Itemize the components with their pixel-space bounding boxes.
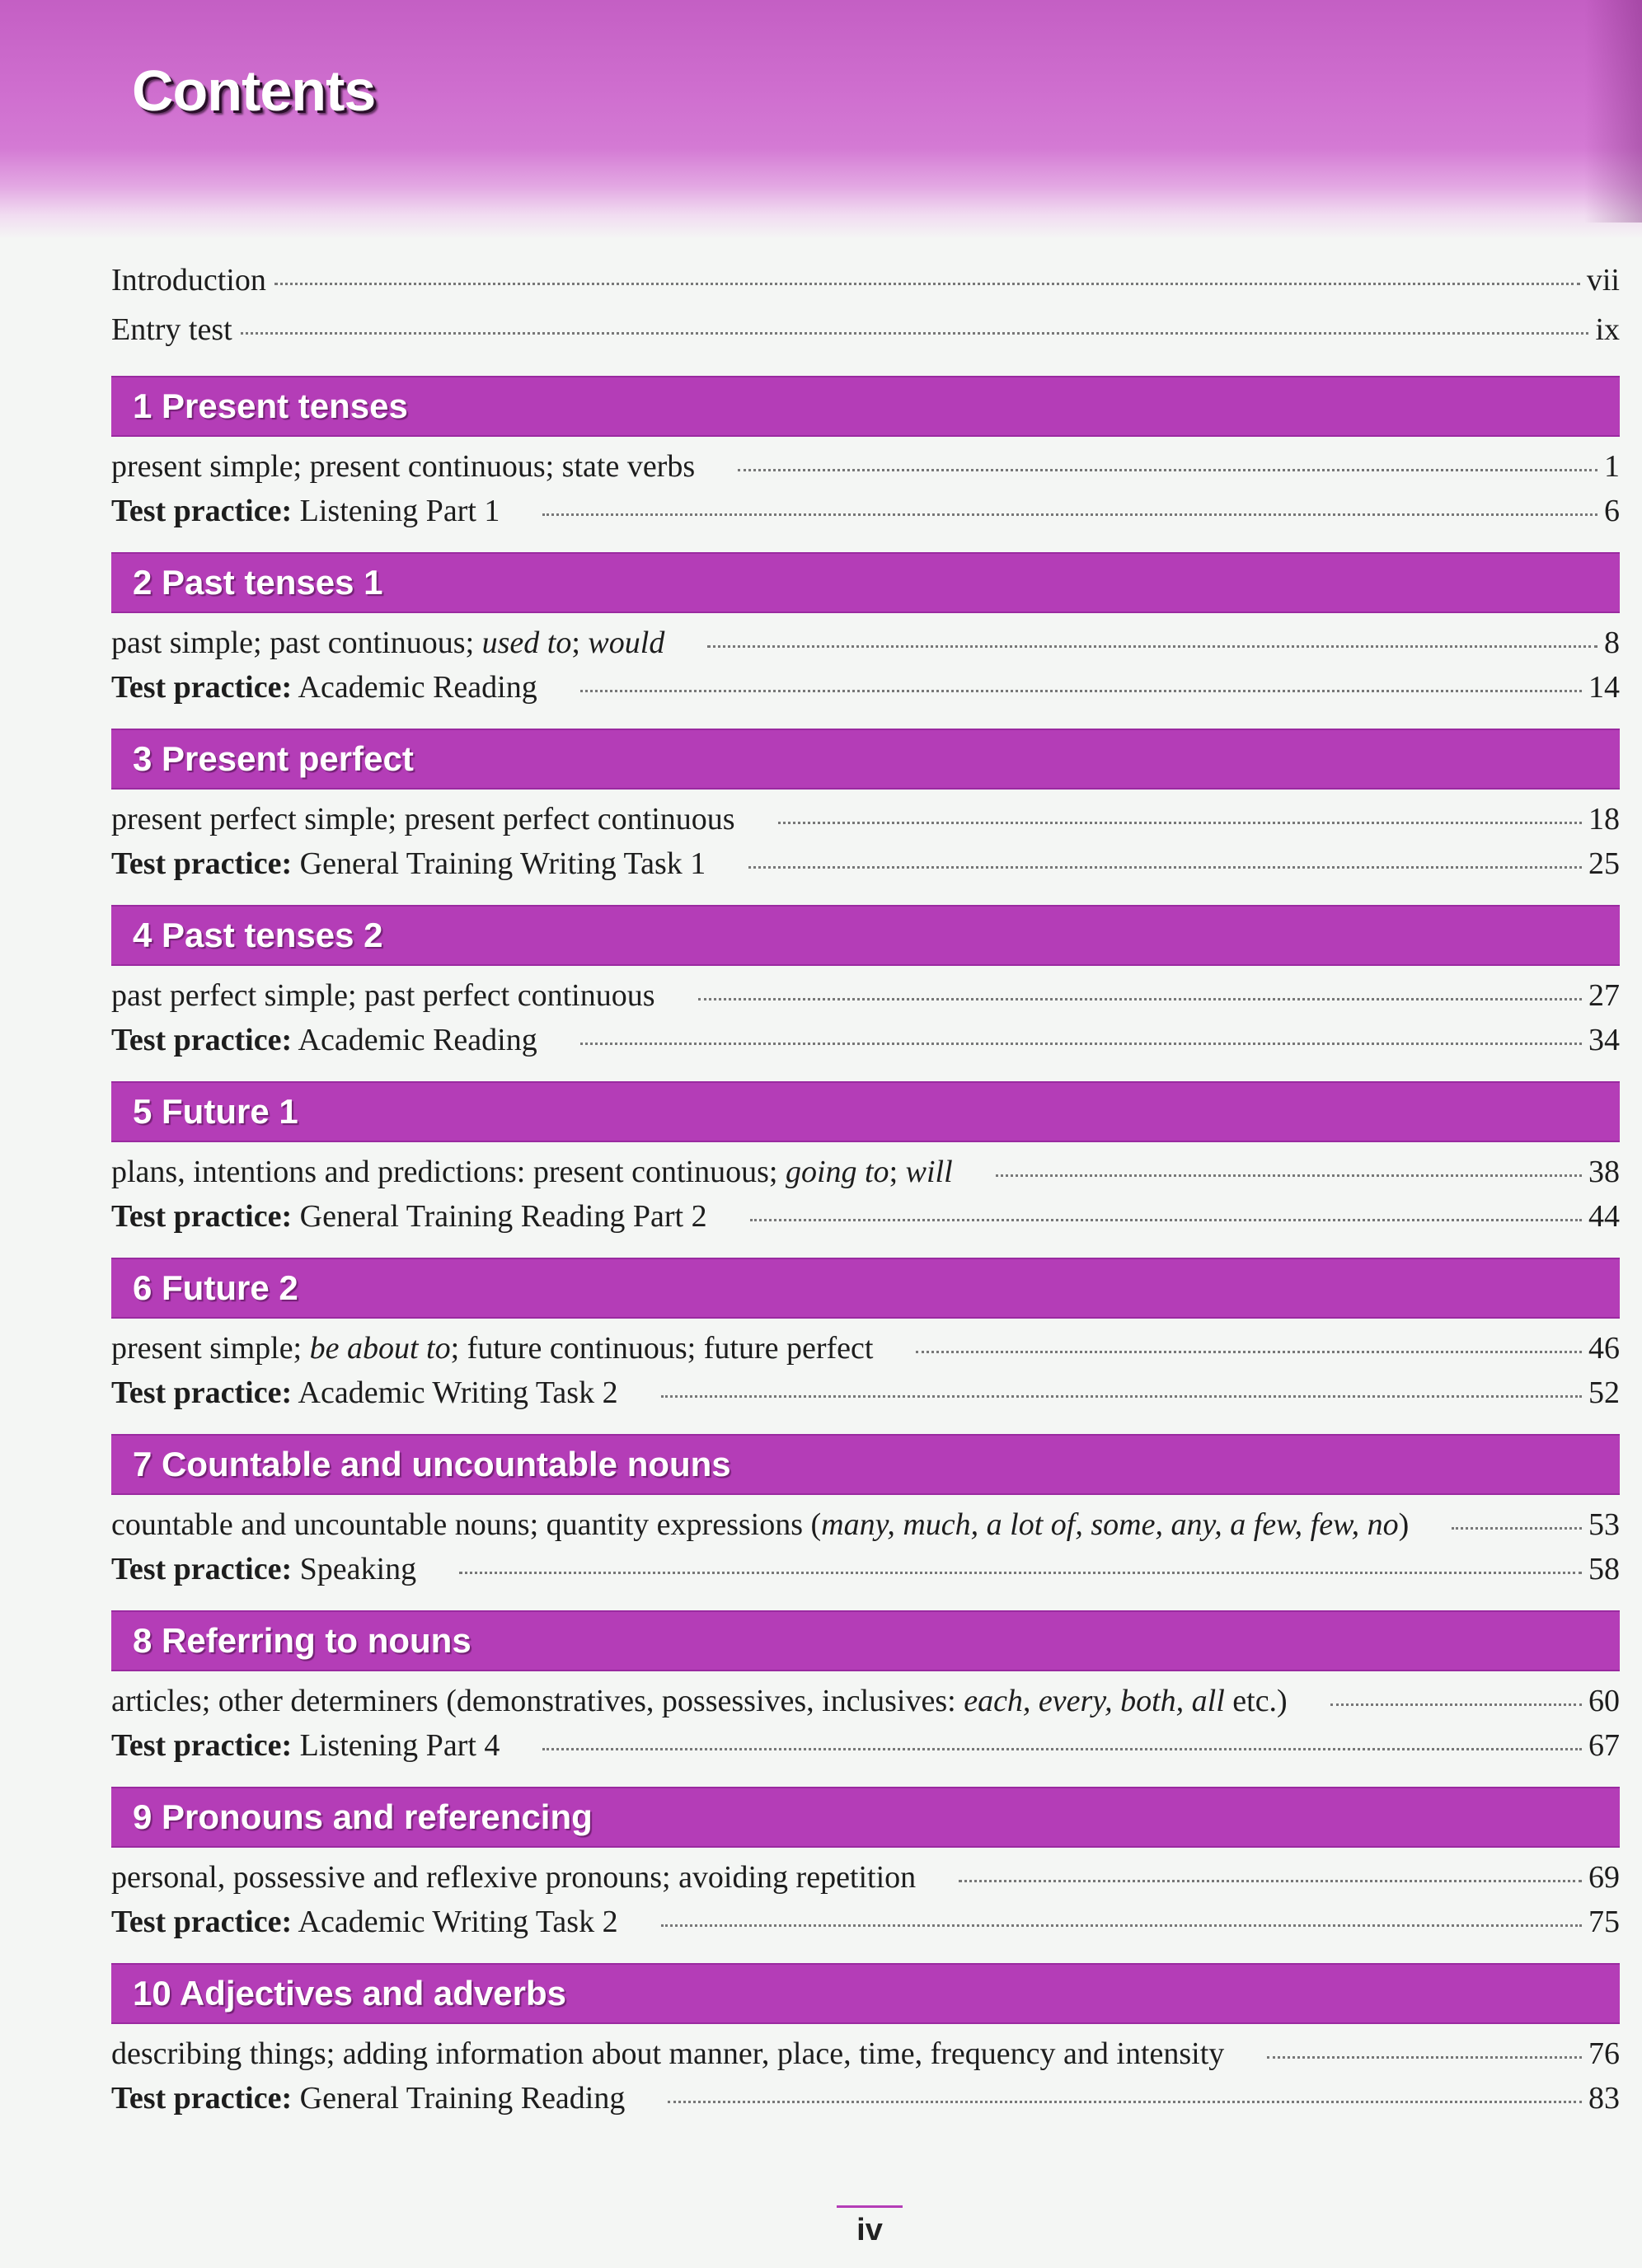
entry-page: 14: [1588, 670, 1620, 705]
dot-leader: [748, 866, 1582, 869]
dot-leader: [1452, 1527, 1582, 1530]
toc-entry-topic[interactable]: [111, 1683, 1620, 1727]
topic-text: ; future continuous; future perfect: [450, 1331, 874, 1366]
entry-label: personal, possessive and reflexive pronouns; avoiding repetition: [111, 1860, 917, 1895]
page-number: iv: [837, 2205, 903, 2248]
entry-page: 60: [1588, 1684, 1620, 1718]
topic-italic: would: [588, 626, 665, 660]
topic-italic: each, every, both, all: [964, 1684, 1225, 1718]
topic-text: ;: [889, 1155, 906, 1189]
toc-entry-test-practice[interactable]: [111, 2080, 1620, 2125]
toc-entry-topic[interactable]: [111, 1330, 1620, 1375]
entry-label: [111, 625, 664, 661]
practice-title: Listening Part 1: [299, 494, 500, 528]
entry-label: [111, 1551, 416, 1587]
topic-italic: many, much, a lot of, some, any, a few, few, no: [821, 1507, 1399, 1542]
entry-label: [111, 2080, 625, 2116]
unit-title: 5 Future 1: [133, 1092, 298, 1131]
toc-entry-test-practice[interactable]: [111, 1198, 1620, 1243]
toc-entry-test-practice[interactable]: [111, 846, 1620, 890]
entry-label: [111, 1375, 618, 1411]
entry-page: 25: [1588, 846, 1620, 881]
entry-page: 69: [1588, 1860, 1620, 1895]
toc-entry-test-practice[interactable]: [111, 493, 1620, 537]
practice-title: General Training Reading: [299, 2081, 626, 2116]
dot-leader: [750, 1219, 1582, 1221]
practice-prefix: Test practice:: [111, 670, 293, 705]
toc-entry-test-practice[interactable]: [111, 1022, 1620, 1066]
header-banner: [0, 0, 1642, 239]
dot-leader: [1267, 2056, 1582, 2059]
toc-entry-introduction[interactable]: [111, 262, 1620, 312]
toc-entry-topic[interactable]: [111, 1154, 1620, 1198]
practice-prefix: Test practice:: [111, 2081, 293, 2116]
unit-header-10[interactable]: [111, 1963, 1620, 2024]
entry-label: [111, 1904, 618, 1940]
toc-entry-entry-test[interactable]: [111, 312, 1620, 361]
entry-page: 18: [1588, 802, 1620, 836]
topic-italic: be about to: [309, 1331, 451, 1366]
entry-page: 44: [1588, 1199, 1620, 1234]
dot-leader: [1330, 1703, 1582, 1706]
toc-entry-test-practice[interactable]: [111, 1375, 1620, 1419]
dot-leader: [661, 1395, 1582, 1398]
unit-header-2[interactable]: [111, 552, 1620, 613]
topic-text: plans, intentions and predictions: present continuous;: [111, 1155, 786, 1189]
entry-label: [111, 669, 537, 705]
practice-prefix: Test practice:: [111, 1552, 293, 1586]
topic-text: past simple; past continuous;: [111, 626, 482, 660]
entry-page: 6: [1604, 494, 1620, 528]
toc-entry-topic[interactable]: [111, 448, 1620, 493]
dot-leader: [274, 283, 1580, 285]
entry-page: 38: [1588, 1155, 1620, 1189]
practice-title: Academic Writing Task 2: [298, 1375, 618, 1410]
toc-entry-topic[interactable]: [111, 2036, 1620, 2080]
topic-text: ;: [571, 626, 589, 660]
entry-label: [111, 1683, 1288, 1719]
topic-text: present simple;: [111, 1331, 310, 1366]
dot-leader: [668, 2101, 1582, 2103]
practice-prefix: Test practice:: [111, 1375, 293, 1410]
practice-prefix: Test practice:: [111, 1199, 293, 1234]
entry-page: 1: [1604, 449, 1620, 484]
entry-label: [111, 493, 500, 529]
unit-header-1[interactable]: [111, 376, 1620, 437]
unit-title: 3 Present perfect: [133, 739, 414, 778]
unit-header-8[interactable]: [111, 1610, 1620, 1671]
dot-leader: [996, 1174, 1582, 1177]
practice-title: Speaking: [299, 1552, 417, 1586]
unit-title: 2 Past tenses 1: [133, 563, 383, 602]
topic-text: countable and uncountable nouns; quantity expressions (: [111, 1507, 822, 1542]
entry-label: Introduction: [111, 263, 266, 298]
toc-entry-test-practice[interactable]: [111, 1551, 1620, 1596]
dot-leader: [698, 998, 1582, 1000]
unit-header-3[interactable]: [111, 729, 1620, 790]
practice-prefix: Test practice:: [111, 1728, 293, 1763]
entry-label: [111, 1330, 873, 1366]
toc-entry-test-practice[interactable]: [111, 1727, 1620, 1772]
practice-title: General Training Writing Task 1: [299, 846, 706, 881]
toc-entry-test-practice[interactable]: [111, 1904, 1620, 1948]
entry-label: describing things; adding information about manner, place, time, frequency and intensity: [111, 2036, 1225, 2071]
entry-label: [111, 1507, 1409, 1543]
topic-text: articles; other determiners (demonstratives, possessives, inclusives:: [111, 1684, 964, 1718]
entry-label: [111, 1022, 537, 1058]
unit-title: 1 Present tenses: [133, 387, 408, 425]
unit-title: 6 Future 2: [133, 1268, 298, 1307]
dot-leader: [241, 332, 1589, 335]
dot-leader: [580, 1043, 1582, 1045]
unit-header-7[interactable]: [111, 1434, 1620, 1495]
entry-page: 34: [1588, 1023, 1620, 1057]
toc-entry-topic[interactable]: [111, 1859, 1620, 1904]
practice-prefix: Test practice:: [111, 846, 293, 881]
entry-page: 53: [1588, 1507, 1620, 1542]
entry-page: 67: [1588, 1728, 1620, 1763]
topic-text: etc.): [1224, 1684, 1288, 1718]
entry-page: vii: [1586, 263, 1620, 298]
practice-title: Academic Reading: [298, 1023, 537, 1057]
toc-entry-topic[interactable]: [111, 801, 1620, 846]
dot-leader: [959, 1880, 1582, 1882]
toc-entry-test-practice[interactable]: [111, 669, 1620, 714]
unit-title: 8 Referring to nouns: [133, 1621, 471, 1660]
toc-entry-topic[interactable]: [111, 625, 1620, 669]
practice-prefix: Test practice:: [111, 494, 293, 528]
entry-label: [111, 846, 706, 882]
unit-title: 9 Pronouns and referencing: [133, 1797, 593, 1836]
topic-text: ): [1398, 1507, 1410, 1542]
entry-page: 52: [1588, 1375, 1620, 1410]
unit-title: 10 Adjectives and adverbs: [133, 1974, 567, 2013]
entry-label: present perfect simple; present perfect continuous: [111, 802, 735, 836]
unit-title: 4 Past tenses 2: [133, 916, 383, 954]
dot-leader: [661, 1924, 1582, 1927]
dot-leader: [542, 513, 1597, 516]
table-of-contents: [111, 262, 1620, 2125]
entry-label: [111, 1727, 500, 1764]
entry-page: 46: [1588, 1331, 1620, 1366]
topic-italic: will: [905, 1155, 953, 1189]
toc-entry-topic[interactable]: [111, 977, 1620, 1022]
topic-italic: going to: [785, 1155, 889, 1189]
entry-label: present simple; present continuous; state verbs: [111, 449, 696, 484]
entry-label: [111, 1198, 707, 1235]
practice-title: Listening Part 4: [299, 1728, 500, 1763]
entry-label: [111, 1154, 953, 1190]
dot-leader: [778, 822, 1582, 824]
dot-leader: [738, 469, 1597, 471]
page-title: Contents: [132, 59, 376, 123]
entry-page: 75: [1588, 1905, 1620, 1939]
entry-page: ix: [1595, 312, 1620, 347]
dot-leader: [459, 1572, 1582, 1574]
dot-leader: [542, 1748, 1582, 1750]
toc-entry-topic[interactable]: [111, 1507, 1620, 1551]
practice-prefix: Test practice:: [111, 1905, 293, 1939]
unit-header-9[interactable]: [111, 1787, 1620, 1848]
entry-label: past perfect simple; past perfect continuous: [111, 978, 655, 1013]
practice-title: Academic Reading: [298, 670, 537, 705]
entry-page: 58: [1588, 1552, 1620, 1586]
unit-header-4[interactable]: [111, 905, 1620, 966]
topic-italic: used to: [481, 626, 572, 660]
dot-leader: [580, 690, 1582, 692]
entry-label: Entry test: [111, 312, 232, 347]
practice-title: General Training Reading Part 2: [299, 1199, 707, 1234]
dot-leader: [707, 645, 1597, 648]
practice-prefix: Test practice:: [111, 1023, 293, 1057]
unit-header-6[interactable]: [111, 1258, 1620, 1319]
entry-page: 27: [1588, 978, 1620, 1013]
unit-header-5[interactable]: [111, 1081, 1620, 1142]
entry-page: 83: [1588, 2081, 1620, 2116]
entry-page: 76: [1588, 2036, 1620, 2071]
unit-title: 7 Countable and uncountable nouns: [133, 1445, 731, 1483]
dot-leader: [916, 1351, 1582, 1353]
entry-page: 8: [1604, 626, 1620, 660]
practice-title: Academic Writing Task 2: [298, 1905, 618, 1939]
